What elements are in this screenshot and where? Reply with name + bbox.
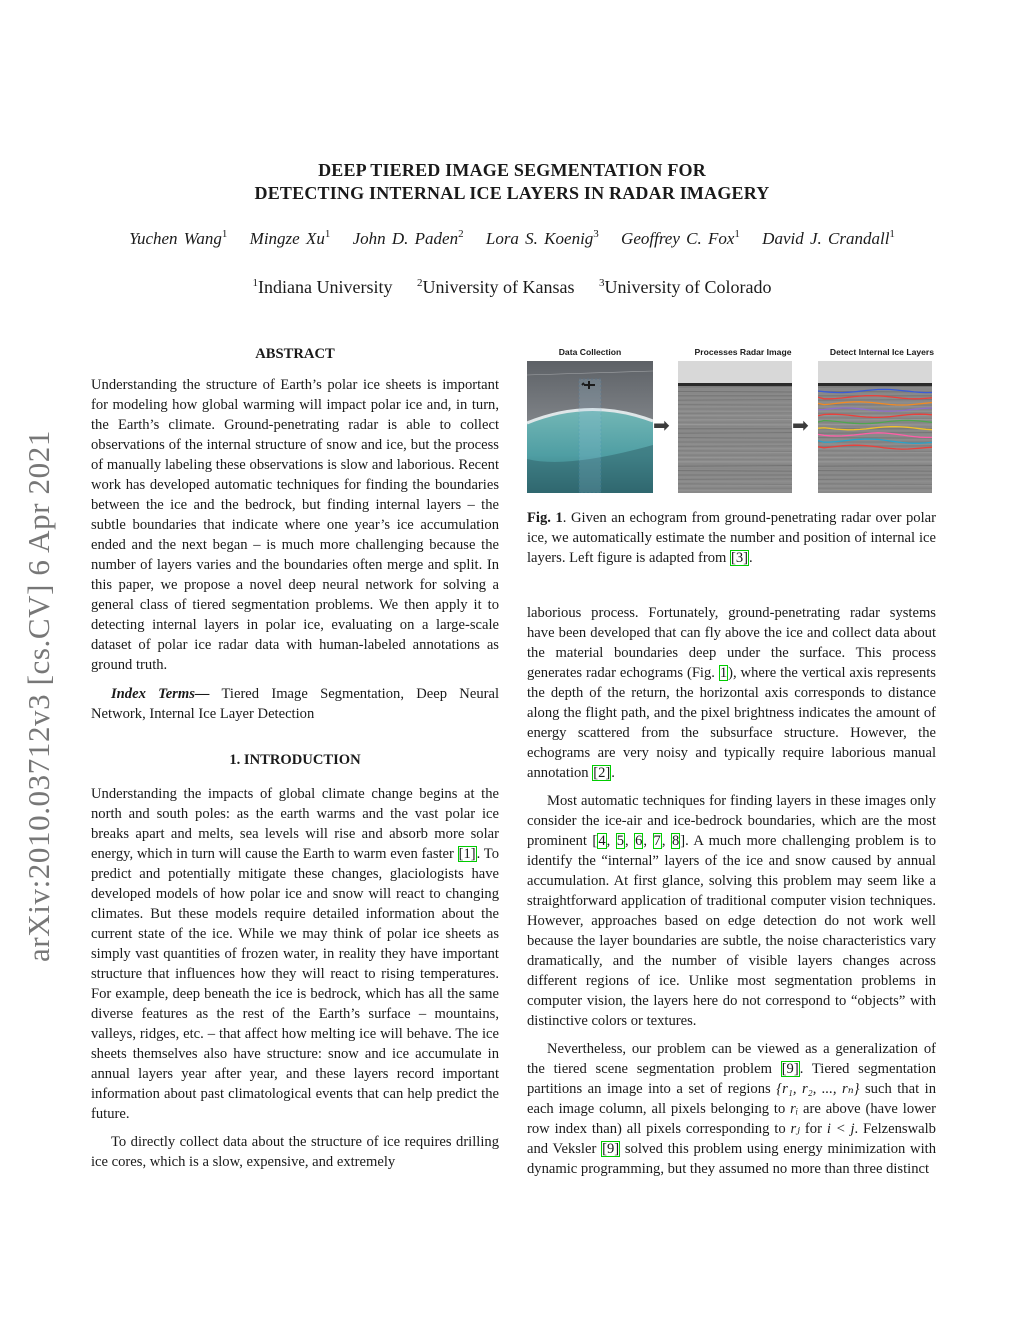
author: David J. Crandall$^1$ (762, 228, 895, 248)
echogram-texture-line (678, 490, 792, 491)
echogram-texture-line (818, 426, 932, 427)
echogram-texture-line (818, 451, 932, 452)
echogram-texture-line (678, 433, 792, 434)
citation-link[interactable]: 7 (653, 833, 661, 849)
author: Mingze Xu$^1$ (249, 228, 331, 248)
echogram-texture-line (678, 406, 792, 407)
echogram-texture-line (678, 405, 792, 406)
paper-title-line-1: DEEP TIERED IMAGE SEGMENTATION FOR (318, 160, 706, 180)
echogram-texture-line (678, 431, 792, 432)
echogram-texture-line (678, 457, 792, 458)
left-column (91, 344, 499, 1172)
author: Lora S. Koenig$^3$ (485, 228, 599, 248)
echogram-texture-line (678, 485, 792, 486)
arrow-right-icon: ➡ (653, 413, 670, 437)
author-list (60, 229, 964, 249)
citation-link[interactable]: 1 (719, 665, 728, 681)
echogram-texture-line (678, 393, 792, 394)
figure-1 (527, 343, 937, 498)
echogram-texture-line (818, 413, 932, 414)
echogram-texture-line (818, 406, 932, 407)
citation-link[interactable]: [1] (458, 846, 476, 862)
echogram-texture-line (678, 472, 792, 473)
author: John D. Paden$^2$ (352, 228, 464, 248)
index-terms: Index Terms— Tiered Image Segmentation, Deep Neural Network, Internal Ice Layer Detection (91, 686, 500, 722)
echogram-texture-line (818, 490, 932, 491)
echogram-texture-line (678, 411, 792, 412)
echogram-texture-line (818, 472, 932, 473)
echogram-texture-line (678, 479, 792, 480)
echogram-texture-line (678, 452, 792, 453)
echogram-texture-line (818, 452, 932, 453)
affiliation: $^1$Indiana University (252, 277, 393, 297)
affiliation: $^2$University of Kansas (417, 277, 575, 297)
citation-link[interactable]: 5 (616, 833, 625, 849)
intro-paragraph-1: Understanding the impacts of global climate change begins at the north and south poles: as the earth warms and the vast polar ice breaks apart and melts, sea levels will rise and absorb more solar energy, which in turn will cause the Earth to warm even faster [1]. To predict and potentially mitigate these changes, glaciologists have developed models of how polar ice and snow will react to changing climates. But these models require detailed information about the current state of the ice. While we may think of polar ice sheets as simply vast quantities of frozen water, in reality they have important structure that influences how they will react to rising temperatures. For example, deep beneath the ice is bedrock, which has all the same diverse features as the rest of the Earth’s surface – mountains, valleys, ridges, etc. – that affect how melting ice will behave. The ice sheets themselves also have structure: snow and ice accumulate in annual layers year after year, and these layers record important information about past climatological events that can help predict the future. (91, 786, 499, 1122)
author: Yuchen Wang$^1$ (129, 228, 228, 248)
citation-link[interactable]: [3] (731, 550, 749, 566)
detected-layers-image (818, 361, 932, 493)
introduction-heading: 1. INTRODUCTION (229, 752, 361, 768)
echogram-texture-line (818, 459, 932, 460)
data-collection-image (527, 361, 653, 493)
citation-link[interactable]: 4 (598, 833, 606, 849)
echogram-texture-line (678, 398, 792, 399)
right-paragraph-2: Most automatic techniques for finding layers in these images only consider the ice-air and ice-bedrock boundaries, which are the most prominent [4, 5, 6, 7, 8]. A much more challenging problem is to identify the “internal” layers of the ice and snow caused by annual accumulation. At first glance, solving this problem may seem like a straightforward application of traditional computer vision techniques. However, approaches based on edge detection do not work well because the layer boundaries are subtle, the noise characteristics vary dramatically, and the number of visible layers changes across different regions of ice. Unlike most segmentation problems in computer vision, the layers here do not correspond to “objects” with distinctive colors or textures. (527, 793, 937, 1029)
echogram-texture-line (678, 446, 792, 447)
echogram-texture-line (818, 400, 932, 401)
echogram-texture-line (678, 471, 792, 472)
echogram-texture-line (818, 471, 932, 472)
echogram-texture-line (678, 459, 792, 460)
echogram-texture-line (678, 413, 792, 414)
affiliation-list (0, 277, 1024, 298)
echogram-texture-line (678, 419, 792, 420)
echogram-texture-line (678, 391, 792, 392)
echogram-texture-line (678, 400, 792, 401)
echogram-texture-line (818, 479, 932, 480)
echogram-texture-line (678, 418, 792, 419)
citation-link[interactable]: [9] (602, 1141, 620, 1157)
citation-link[interactable]: [9] (781, 1061, 799, 1077)
right-column (527, 603, 936, 1179)
paper-title-line-2: DETECTING INTERNAL ICE LAYERS IN RADAR IMAGERY (254, 183, 770, 203)
panel-title-data-collection: Data Collection (558, 347, 622, 357)
echogram-texture-line (678, 484, 792, 485)
echogram-texture-line (818, 444, 932, 445)
echogram-texture-line (818, 457, 932, 458)
echogram-texture-line (678, 444, 792, 445)
echogram-texture-line (818, 477, 932, 478)
echogram-texture-line (678, 386, 792, 387)
echogram-texture-line (818, 411, 932, 412)
affiliation: $^3$University of Colorado (598, 277, 772, 297)
echogram-texture-line (678, 424, 792, 425)
arrow-right-icon: ➡ (792, 413, 809, 437)
echogram-texture-line (678, 426, 792, 427)
echogram-texture-line (818, 386, 932, 387)
arxiv-identifier: arXiv:2010.03712v3 [cs.CV] 6 Apr 2021 (21, 430, 56, 962)
echogram-texture-line (678, 477, 792, 478)
echogram-texture-line (818, 438, 932, 439)
echogram-texture-line (818, 466, 932, 467)
echogram-texture-line (678, 466, 792, 467)
echogram-texture-line (818, 484, 932, 485)
citation-link[interactable]: 6 (635, 833, 643, 849)
echogram-texture-line (678, 438, 792, 439)
echogram-texture-line (818, 485, 932, 486)
panel-title-processes-radar: Processes Radar Image (694, 347, 792, 357)
echogram-texture-line (678, 464, 792, 465)
right-paragraph-3: Nevertheless, our problem can be viewed as a generalization of the tiered scene segmentation problem [9]. Tiered segmentation partitions an image into a set of regions {r₁, r₂, ..., rₙ} such that in each image column, all pixels belonging to rᵢ are above (have lower row index than) all pixels corresponding to rⱼ for i < j. Felzenswalb and Veksler [9] solved this problem using energy minimization with dynamic programming, but they assumed no more than three distinct (527, 1041, 937, 1177)
echogram-texture-line (818, 424, 932, 425)
figure-1-caption: Fig. 1. Given an echogram from ground-penetrating radar over polar ice, we automatically estimate the number and position of internal ice layers. Left figure is adapted from [3]. (527, 510, 936, 566)
echogram-texture-line (678, 451, 792, 452)
echogram-texture-line (818, 419, 932, 420)
citation-link[interactable]: [2] (593, 765, 611, 781)
echogram-texture-line (678, 439, 792, 440)
intro-paragraph-2: To directly collect data about the structure of ice requires drilling ice cores, which is a slow, expensive, and extremely (91, 1134, 499, 1170)
radar-echogram-image (678, 361, 792, 493)
abstract-heading: ABSTRACT (255, 346, 335, 362)
echogram-texture-line (818, 431, 932, 432)
author: Geoffrey C. Fox$^1$ (621, 228, 740, 248)
right-paragraph-1: laborious process. Fortunately, ground-penetrating radar systems have been developed that can fly above the ice and collect data about the material boundaries deep under the surface. This process generates radar echograms (Fig. 1), where the vertical axis represents the depth of the return, the horizontal axis corresponds to distance along the flight path, and the pixel brightness indicates the amount of energy scattered from the subsurface structure. However, the echograms are very noisy and typically require laborious manual annotation [2]. (527, 605, 936, 781)
citation-link[interactable]: 8 (671, 833, 680, 849)
abstract-text: Understanding the structure of Earth’s polar ice sheets is important for modeling how global warming will impact polar ice and, in turn, the Earth’s climate. Ground-penetrating radar is able to collect observations of the internal structure of snow and ice, but the process of manually labeling these observations is slow and laborious. Recent work has developed automatic techniques for finding the boundaries between the ice and the bedrock, but finding internal layers – the subtle boundaries that indicate where one year’s ice accumulation ended and the next began – is much more challenging because the number of layers varies and the boundaries often merge and split. In this paper, we propose a novel deep neural network for solving a general class of tiered segmentation problems. We then apply it to detecting internal layers in polar ice, evaluating on a large-scale dataset of polar ice radar data with human-labeled annotations as ground truth. (91, 377, 499, 673)
echogram-texture-line (818, 464, 932, 465)
panel-title-detect-layers: Detect Internal Ice Layers (829, 347, 935, 357)
